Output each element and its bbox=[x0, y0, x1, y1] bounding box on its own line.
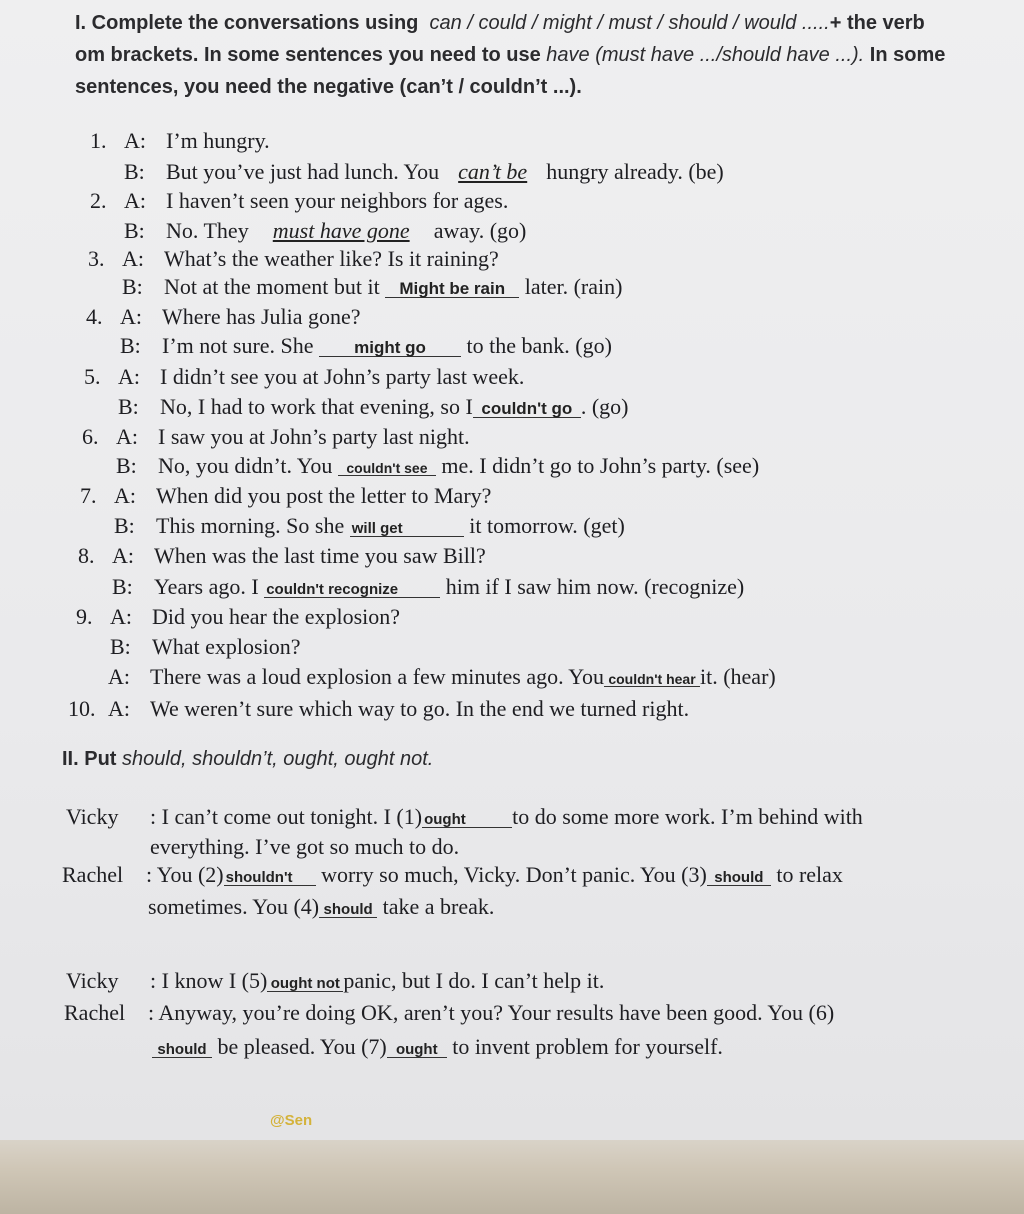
item-9-a bbox=[76, 604, 400, 630]
line-text: : I can’t come out tonight. I (1) bbox=[150, 804, 423, 829]
item-7-a bbox=[80, 483, 491, 509]
line-text: I haven’t seen your neighbors for ages. bbox=[166, 188, 509, 213]
item-number: 7. bbox=[80, 483, 97, 508]
speaker-name: Vicky bbox=[66, 804, 119, 829]
line-text: There was a loud explosion a few minutes ago. You bbox=[150, 664, 604, 689]
speaker-label: A: bbox=[118, 364, 140, 389]
speaker-name: Rachel bbox=[62, 862, 124, 887]
line-text: What’s the weather like? Is it raining? bbox=[164, 246, 499, 271]
rachel-line-1 bbox=[62, 862, 843, 888]
line-text: to relax bbox=[776, 862, 843, 887]
rachel-line-2 bbox=[64, 1000, 834, 1026]
vicky-line-1 bbox=[66, 804, 863, 830]
line-text: Did you hear the explosion? bbox=[152, 604, 401, 629]
line-text: I’m not sure. She bbox=[162, 333, 314, 358]
watermark: @Sen bbox=[270, 1112, 313, 1129]
speaker-label: B: bbox=[114, 513, 135, 538]
answer-blank: couldn't see bbox=[338, 461, 436, 476]
item-10-a bbox=[68, 696, 689, 722]
item-4-a bbox=[86, 304, 361, 330]
line-text: When was the last time you saw Bill? bbox=[154, 543, 486, 568]
item-number: 2. bbox=[90, 188, 107, 213]
title-modals: can / could / might / must / should / would ..... bbox=[429, 12, 830, 34]
item-3-b bbox=[122, 274, 622, 300]
line-text: : I know I (5) bbox=[150, 968, 268, 993]
item-3-a bbox=[88, 246, 499, 272]
speaker-name: Rachel bbox=[64, 1000, 126, 1025]
line-text: sometimes. You (4) bbox=[148, 894, 320, 919]
speaker-label: A: bbox=[110, 604, 132, 629]
line-text: be pleased. You (7) bbox=[217, 1034, 387, 1059]
answer-blank: will get bbox=[350, 521, 464, 537]
answer-blank: couldn't recognize bbox=[264, 582, 440, 598]
answer-blank: should bbox=[707, 870, 771, 886]
speaker-label: A: bbox=[124, 188, 146, 213]
speaker-label: A: bbox=[122, 246, 144, 271]
item-9-a2 bbox=[108, 664, 776, 690]
item-2-b bbox=[124, 218, 526, 244]
line-text: hungry already. (be) bbox=[546, 159, 724, 184]
line-text: worry so much, Vicky. Don’t panic. You (3) bbox=[321, 862, 707, 887]
line-text: What explosion? bbox=[152, 634, 301, 659]
line-text: Years ago. I bbox=[154, 574, 259, 599]
line-text: to the bank. (go) bbox=[466, 333, 612, 358]
answer-blank: ought bbox=[422, 812, 512, 828]
line-text: : Anyway, you’re doing OK, aren’t you? Your results have been good. You (6) bbox=[148, 1000, 835, 1025]
answer-blank: can’t be bbox=[458, 159, 528, 184]
speaker-label: B: bbox=[116, 453, 137, 478]
speaker-label: B: bbox=[122, 274, 143, 299]
item-number: 8. bbox=[78, 543, 95, 568]
line-text: me. I didn’t go to John’s party. (see) bbox=[441, 453, 760, 478]
line-text: it. (hear) bbox=[699, 664, 776, 689]
speaker-label: A: bbox=[112, 543, 134, 568]
item-9-b bbox=[110, 634, 300, 660]
line-text: to invent problem for yourself. bbox=[452, 1034, 723, 1059]
speaker-label: A: bbox=[116, 424, 138, 449]
item-1-b bbox=[124, 159, 724, 185]
speaker-label: A: bbox=[120, 304, 142, 329]
line-text: No, you didn’t. You bbox=[158, 453, 333, 478]
speaker-label: B: bbox=[118, 394, 139, 419]
answer-blank: Might be rain bbox=[385, 280, 519, 298]
answer-blank: couldn't go bbox=[473, 400, 581, 418]
item-8-a bbox=[78, 543, 486, 569]
item-number: 9. bbox=[76, 604, 93, 629]
item-number: 6. bbox=[82, 424, 99, 449]
line-text: No, I had to work that evening, so I bbox=[160, 394, 473, 419]
line-text: But you’ve just had lunch. You bbox=[166, 159, 440, 184]
answer-blank: should bbox=[319, 902, 377, 918]
line-text: to do some more work. I’m behind with bbox=[512, 804, 863, 829]
title-words: should, shouldn’t, ought, ought not. bbox=[122, 748, 434, 770]
answer-blank: couldn't hear bbox=[604, 672, 700, 687]
title-text: om brackets. In some sentences you need to use bbox=[75, 44, 541, 66]
line-text: Not at the moment but it bbox=[164, 274, 380, 299]
line-text: it tomorrow. (get) bbox=[469, 513, 625, 538]
line-text: him if I saw him now. (recognize) bbox=[445, 574, 745, 599]
item-8-b bbox=[112, 574, 744, 600]
speaker-label: B: bbox=[112, 574, 133, 599]
line-text: I didn’t see you at John’s party last week. bbox=[160, 364, 525, 389]
line-text: later. (rain) bbox=[524, 274, 623, 299]
speaker-label: A: bbox=[124, 128, 146, 153]
item-7-b bbox=[114, 513, 625, 539]
item-4-b bbox=[120, 333, 612, 359]
line-text: away. (go) bbox=[433, 218, 527, 243]
speaker-label: B: bbox=[124, 159, 145, 184]
item-5-b bbox=[118, 394, 628, 420]
title-text: I. Complete the conversations using bbox=[75, 12, 419, 34]
title-text: II. Put bbox=[62, 748, 117, 770]
speaker-label: A: bbox=[108, 696, 130, 721]
line-text: . (go) bbox=[580, 394, 629, 419]
line-text: I’m hungry. bbox=[166, 128, 270, 153]
answer-blank: ought bbox=[387, 1042, 447, 1058]
section1-title-line1 bbox=[75, 12, 925, 35]
vicky-line-1-cont: everything. I’ve got so much to do. bbox=[150, 834, 460, 859]
speaker-label: B: bbox=[110, 634, 131, 659]
line-text: This morning. So she bbox=[156, 513, 345, 538]
line-text: We weren’t sure which way to go. In the end we turned right. bbox=[150, 696, 690, 721]
item-6-a bbox=[82, 424, 470, 450]
answer-blank: ought not bbox=[267, 976, 343, 992]
speaker-label: B: bbox=[124, 218, 145, 243]
line-text: Where has Julia gone? bbox=[162, 304, 361, 329]
line-text: I saw you at John’s party last night. bbox=[158, 424, 470, 449]
speaker-label: B: bbox=[120, 333, 141, 358]
title-text-end: In some bbox=[869, 44, 946, 66]
answer-blank: might go bbox=[319, 339, 461, 357]
section2-title bbox=[62, 748, 433, 771]
rachel-line-1-cont bbox=[148, 894, 494, 920]
speaker-name: Vicky bbox=[66, 968, 119, 993]
title-have-forms: have (must have .../should have ...). bbox=[546, 44, 865, 66]
line-text: No. They bbox=[166, 218, 249, 243]
item-5-a bbox=[84, 364, 524, 390]
section1-title-line2 bbox=[75, 44, 945, 67]
line-text: take a break. bbox=[382, 894, 495, 919]
answer-blank: should bbox=[152, 1042, 212, 1058]
vicky-line-2 bbox=[66, 968, 604, 994]
item-number: 5. bbox=[84, 364, 101, 389]
speaker-label: A: bbox=[114, 483, 136, 508]
line-text: panic, but I do. I can’t help it. bbox=[343, 968, 605, 993]
table-edge bbox=[0, 1140, 1024, 1214]
rachel-line-2-cont bbox=[152, 1034, 723, 1060]
item-number: 4. bbox=[86, 304, 103, 329]
line-text: : You (2) bbox=[146, 862, 224, 887]
item-6-b bbox=[116, 453, 759, 479]
section1-title-line3: sentences, you need the negative (can’t / couldn’t ...). bbox=[75, 76, 582, 98]
answer-blank: must have gone bbox=[272, 218, 410, 243]
title-text-end: + the verb bbox=[829, 12, 925, 34]
answer-blank: shouldn't bbox=[224, 870, 316, 886]
item-number: 3. bbox=[88, 246, 105, 271]
item-2-a bbox=[90, 188, 508, 214]
line-text: When did you post the letter to Mary? bbox=[156, 483, 492, 508]
item-number: 1. bbox=[90, 128, 107, 153]
speaker-label: A: bbox=[108, 664, 130, 689]
item-1-a bbox=[90, 128, 270, 154]
item-number: 10. bbox=[68, 696, 96, 721]
